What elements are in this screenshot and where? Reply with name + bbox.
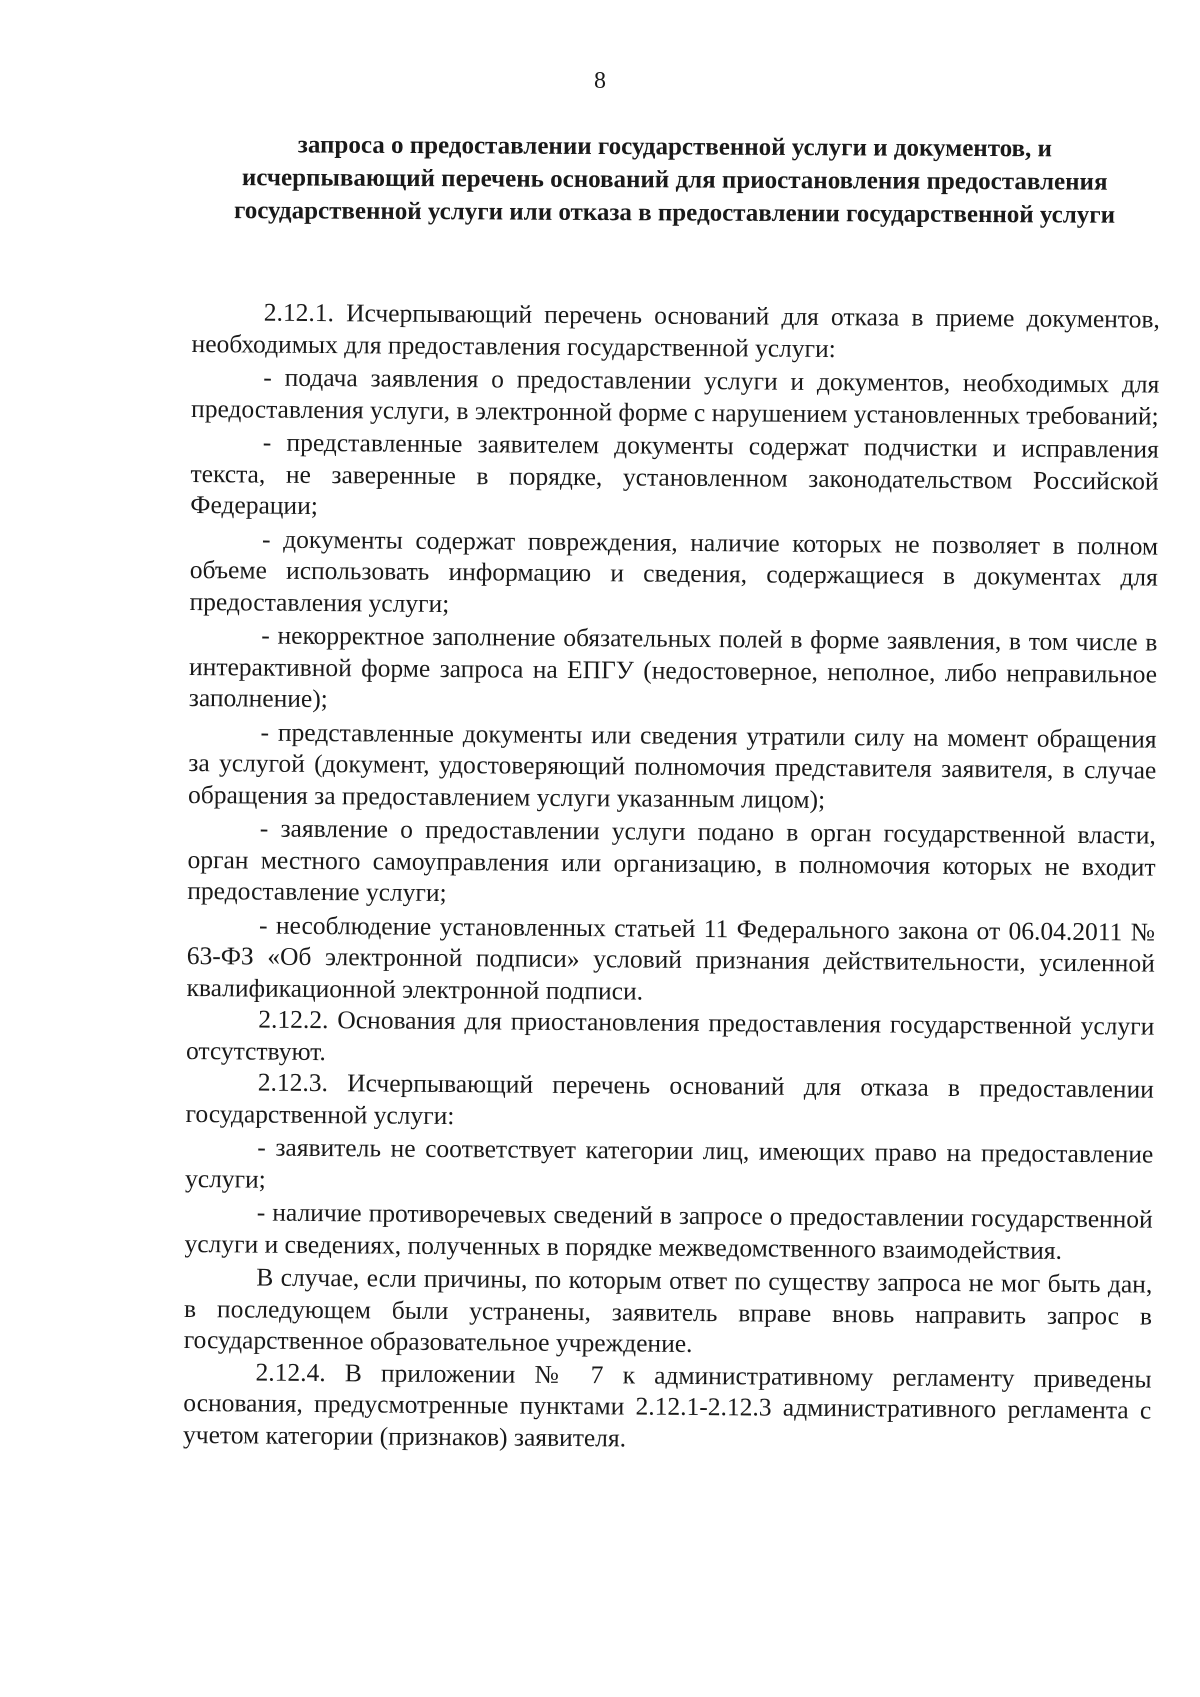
list-item: - заявитель не соответствует категории лиц, имеющих право на предоставление услуги;	[184, 1132, 1154, 1194]
paragraph-2-12-3: 2.12.3. Исчерпывающий перечень оснований для отказа в предоставлении государственной услуги:	[185, 1067, 1154, 1130]
list-item: - несоблюдение установленных статьей 11 Федерального закона от 06.04.2011 № 63-ФЗ «Об электронной подписи» условий признания действительности, усиленной квалификационной электронной подписи.	[186, 910, 1156, 1006]
paragraph-note: В случае, если причины, по которым ответ по существу запроса не мог быть дан, в последующем были устранены, заявитель вправе вновь направить запрос в государственное образовательное учреждение.	[183, 1262, 1153, 1358]
list-item: - представленные документы или сведения утратили силу на момент обращения за услугой (документ, удостоверяющий полномочия представителя заявителя, в случае обращения за предоставлением услуги указанным лицом);	[187, 717, 1157, 814]
document-body	[183, 296, 1160, 1458]
page-number: 8	[594, 68, 606, 94]
paragraph-2-12-1: 2.12.1. Исчерпывающий перечень оснований для отказа в приеме документов, необходимых для предоставления государственной услуги:	[191, 297, 1160, 363]
paragraph-2-12-4: 2.12.4. В приложении № 7 к административному регламенту приведены основания, предусмотренные пунктами 2.12.1-2.12.3 административного регламента с учетом категории (признаков) заявителя.	[182, 1357, 1152, 1452]
list-item: - подача заявления о предоставлении услуги и документов, необходимых для предоставления услуги, в электронной форме с нарушением установленных требований;	[191, 362, 1160, 431]
list-item: - наличие противоречевых сведений в запросе о предоставлении государственной услуги и сведениях, полученных в порядке межведомственного взаимодействия.	[184, 1197, 1153, 1265]
list-item: - представленные заявителем документы содержат подчистки и исправления текста, не заверенные в порядке, установленном законодательством Российской Федерации;	[190, 427, 1159, 520]
list-item: - документы содержат повреждения, наличие которых не позволяет в полном объеме использовать информацию и сведения, содержащиеся в документах для предоставления услуги;	[189, 524, 1159, 618]
paragraph-2-12-2: 2.12.2. Основания для приостановления предоставления государственной услуги отсутствуют.	[185, 1004, 1155, 1066]
section-heading: запроса о предоставлении государственной услуги и документов, и исчерпывающий перечень оснований для приостановления предоставления государственной услуги или отказа в предоставлении государственной услуги	[233, 131, 1116, 229]
list-item: - заявление о предоставлении услуги подано в орган государственной власти, орган местного самоуправления или организацию, в полномочия которых не входит предоставление услуги;	[187, 813, 1156, 908]
list-item: - некорректное заполнение обязательных полей в форме заявления, в том числе в интерактивной форме запроса на ЕПГУ (недостоверное, неполное, либо неправильное заполнение);	[188, 620, 1158, 714]
